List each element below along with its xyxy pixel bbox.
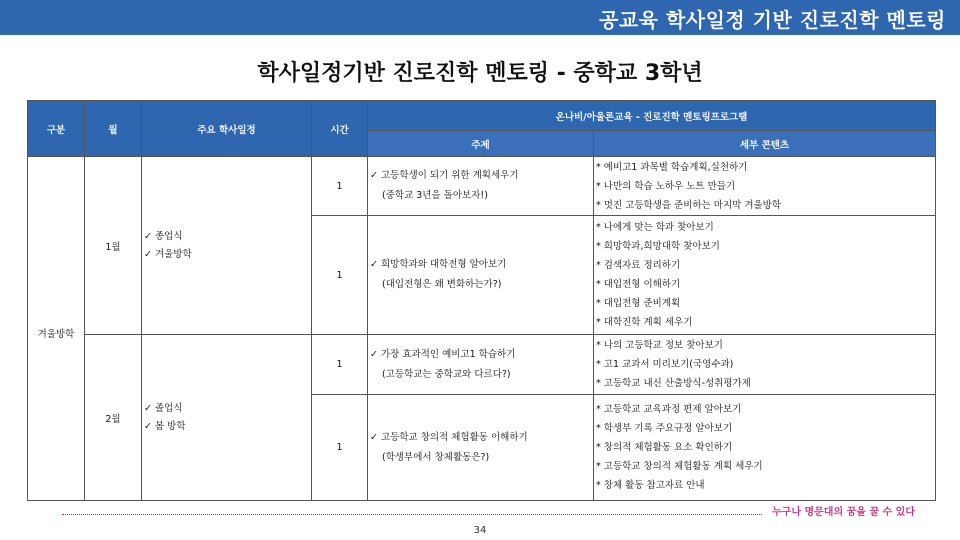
header-hours: 시간	[312, 101, 368, 157]
topic-subtitle: (고등학교는 중학교와 다르다?)	[382, 368, 511, 380]
topic-cell	[368, 395, 594, 501]
page-title: 학사일정기반 진로진학 멘토링 - 중학교 3학년	[257, 61, 703, 86]
header-month: 월	[85, 101, 142, 157]
header-details: 세부 콘텐츠	[594, 131, 936, 157]
footer-slogan: 누구나 명문대의 꿈을 꿀 수 있다	[772, 507, 915, 518]
header-program: 온나비/아울론교육 - 진로진학 멘토링프로그램	[368, 101, 936, 131]
topic-title: ✓ 고등학교 창의적 체험활동 이해하기	[370, 431, 528, 443]
detail-item: * 대학진학 계획 세우기	[596, 317, 693, 328]
detail-item: * 창의적 체험활동 요소 확인하기	[596, 442, 733, 453]
table-row	[28, 335, 936, 395]
month-cell-jan: 1월	[85, 157, 142, 335]
details-cell	[594, 216, 936, 335]
hours-cell: 1	[312, 216, 368, 335]
detail-item: * 나에게 맞는 학과 찾아보기	[596, 222, 714, 233]
detail-item: * 희망학과,희망대학 찾아보기	[596, 241, 720, 252]
event-item: ✓ 겨울방학	[144, 248, 192, 260]
footer-divider	[62, 514, 762, 515]
schedule-table	[27, 100, 936, 501]
page-number: 34	[473, 525, 487, 536]
events-cell-feb	[142, 335, 312, 501]
header-topic: 주제	[368, 131, 594, 157]
detail-item: * 멋진 고등학생을 준비하는 마지막 겨울방학	[596, 199, 782, 211]
detail-item: * 고등학교 창의적 체험활동 계획 세우기	[596, 461, 763, 472]
detail-item: * 대입전형 준비계획	[596, 298, 681, 309]
details-cell	[594, 157, 936, 216]
table-row	[28, 157, 936, 216]
details-cell	[594, 335, 936, 395]
detail-item: * 고등학교 내신 산출방식-성취평가제	[596, 378, 751, 389]
topic-cell	[368, 335, 594, 395]
detail-item: * 고1 교과서 미리보기(국영수과)	[596, 359, 734, 370]
details-cell	[594, 395, 936, 501]
event-item: ✓ 봄 방학	[144, 420, 186, 432]
detail-item: * 고등학교 교육과정 편제 알아보기	[596, 404, 742, 415]
event-item: ✓ 종업식	[144, 230, 183, 242]
header-category: 구분	[28, 101, 85, 157]
topic-subtitle: (중학교 3년을 돌아보자!)	[382, 190, 488, 201]
events-cell-jan	[142, 157, 312, 335]
topic-cell	[368, 216, 594, 335]
topic-subtitle: (대입전형은 왜 변화하는가?)	[382, 279, 502, 290]
topic-title: ✓ 가장 효과적인 예비고1 학습하기	[370, 348, 516, 360]
detail-item: * 창체 활동 참고자료 안내	[596, 480, 705, 491]
detail-item: * 나의 고등학교 정보 찾아보기	[596, 340, 723, 351]
month-cell-feb: 2월	[85, 335, 142, 501]
top-banner	[0, 0, 960, 35]
topic-title: ✓ 희망학과와 대학전형 알아보기	[370, 259, 507, 270]
topic-cell	[368, 157, 594, 216]
hours-cell: 1	[312, 395, 368, 501]
detail-item: * 예비고1 과목별 학습계획,실천하기	[596, 161, 748, 173]
banner-title: 공교육 학사일정 기반 진로진학 멘토링	[599, 8, 946, 32]
category-cell: 겨울방학	[28, 157, 85, 501]
topic-title: ✓ 고등학생이 되기 위한 계획세우기	[370, 170, 519, 181]
detail-item: * 나만의 학습 노하우 노트 만들기	[596, 180, 736, 192]
detail-item: * 검색자료 정리하기	[596, 260, 681, 271]
event-item: ✓ 졸업식	[144, 402, 183, 414]
detail-item: * 대입전형 이해하기	[596, 279, 681, 290]
hours-cell: 1	[312, 335, 368, 395]
hours-cell: 1	[312, 157, 368, 216]
header-events: 주요 학사일정	[142, 101, 312, 157]
topic-subtitle: (학생부에서 창체활동은?)	[382, 451, 490, 463]
detail-item: * 학생부 기록 주요규정 알아보기	[596, 423, 733, 434]
